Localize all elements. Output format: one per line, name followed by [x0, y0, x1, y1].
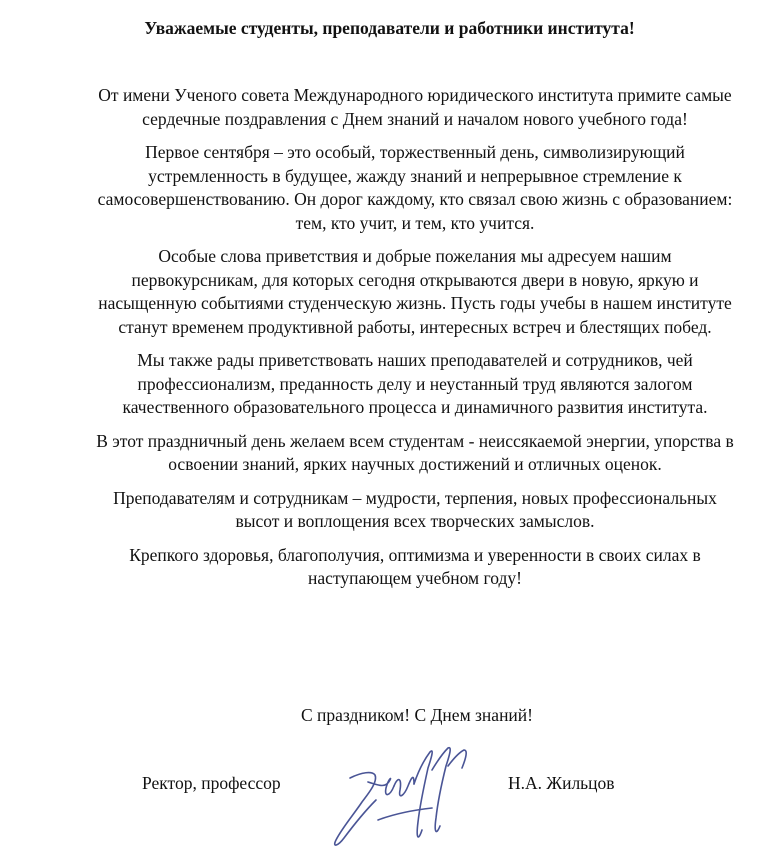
closing-line: С праздником! С Днем знаний!	[300, 705, 533, 725]
letter-body	[95, 84, 735, 601]
signatory-name: Н.А. Жильцов	[508, 773, 615, 793]
signature-stroke	[448, 750, 466, 768]
paragraph-health-wishes: Крепкого здоровья, благополучия, оптимизма и уверенности в своих силах в наступающем учебном году!	[129, 544, 701, 588]
signatory-position: Ректор, профессор	[142, 773, 281, 793]
paragraph-first-september: Первое сентября – это особый, торжественный день, символизирующий устремленность в будущее, жажду знаний и непрерывное стремление к самосовершенствованию. Он дорог каждому, кто связал свою жизнь с образованием: тем, кто учит, и тем, кто учится.	[97, 142, 733, 233]
paragraph-wishes-students: В этот праздничный день желаем всем студентам - неиссякаемой энергии, упорства в освоении знаний, ярких научных достижений и отличных оценок.	[96, 430, 734, 474]
signature-stroke	[394, 777, 414, 795]
paragraph-wishes-teachers: Преподавателям и сотрудникам – мудрости, терпения, новых профессиональных высот и воплощения всех творческих замыслов.	[113, 487, 717, 531]
handwritten-signature	[328, 742, 478, 850]
signature-stroke	[335, 773, 376, 845]
paragraph-first-year-students: Особые слова приветствия и добрые пожелания мы адресуем нашим первокурсникам, для которых сегодня открываются двери в новую, яркую и насыщенную событиями студенческую жизнь. Пусть годы учебы в нашем институте станут временем продуктивной работы, интересных встреч и блестящих побед.	[98, 246, 732, 337]
letter-title: Уважаемые студенты, преподаватели и работники института!	[144, 18, 635, 38]
paragraph-greeting: От имени Ученого совета Международного юридического института примите самые сердечные поздравления с Днем знаний и началом нового учебного года!	[98, 85, 732, 129]
signature-stroke	[378, 808, 432, 820]
signature-stroke	[432, 748, 450, 832]
signature-stroke	[414, 751, 432, 837]
paragraph-teachers-staff: Мы также рады приветствовать наших преподавателей и сотрудников, чей профессионализм, преданность делу и неустанный труд являются залогом качественного образовательного процесса и динамичного развития института.	[122, 350, 708, 417]
